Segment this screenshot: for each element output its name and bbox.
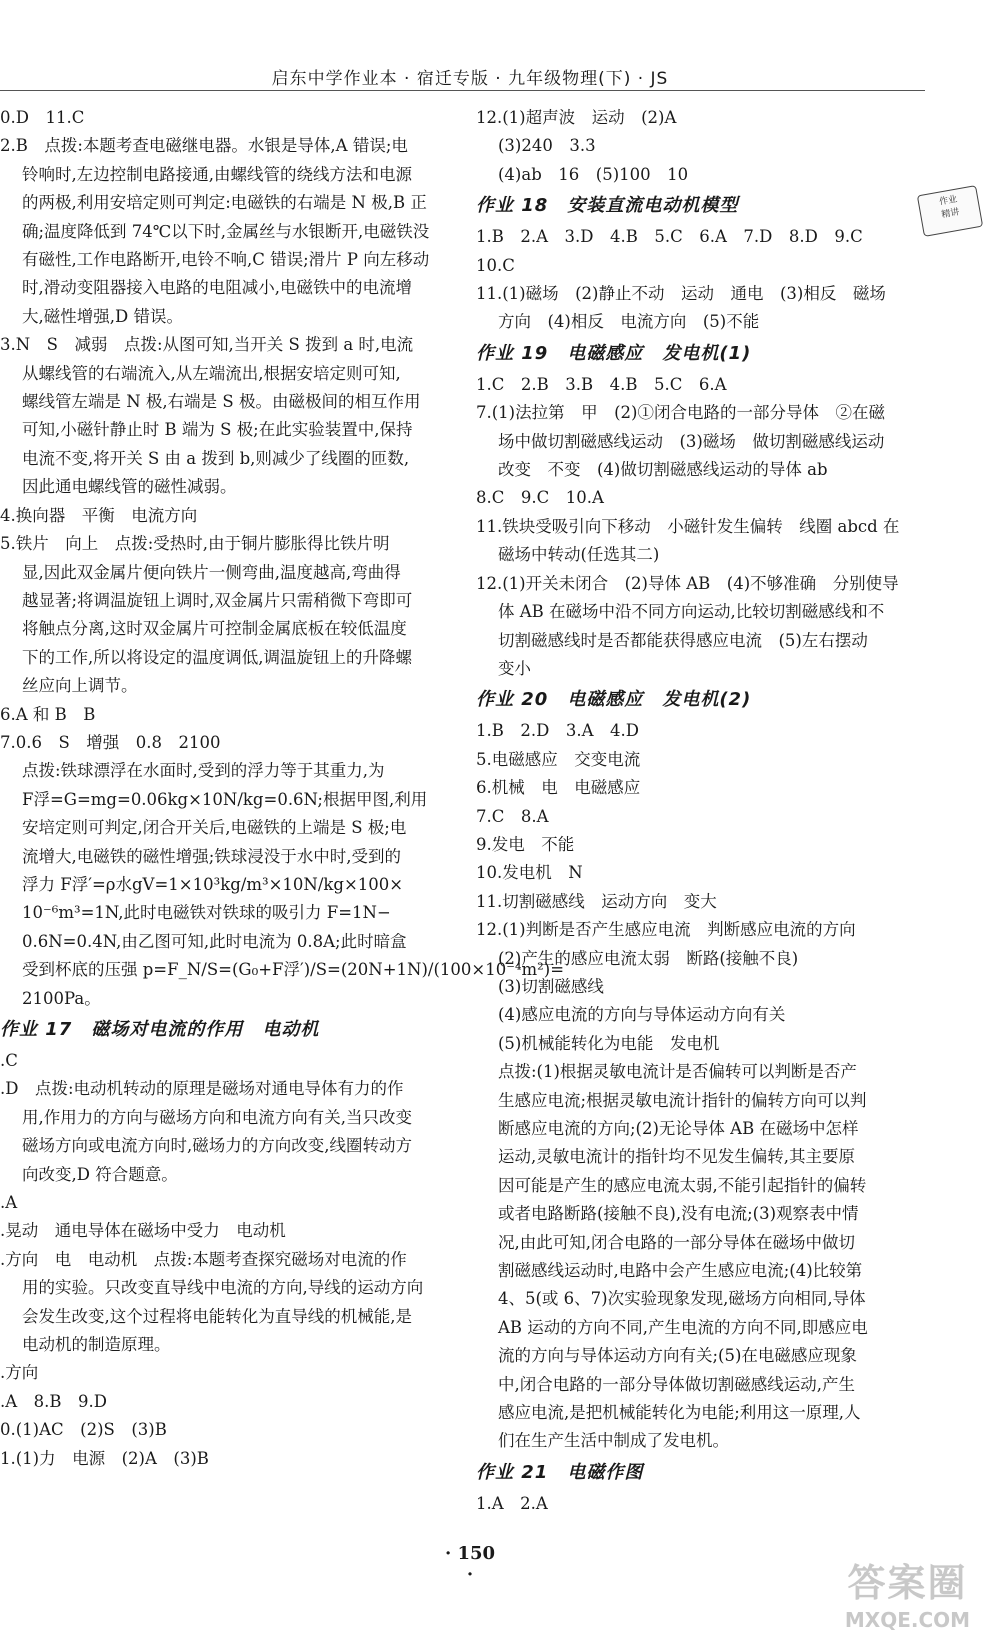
answer-line: 5.电磁感应 交变电流 [476, 749, 641, 769]
answer-line: (3)240 3.3 [498, 136, 596, 156]
section-heading: 作业 17 磁场对电流的作用 电动机 [0, 1019, 320, 1040]
running-header: 启东中学作业本 · 宿迁专版 · 九年级物理(下) · JS [271, 69, 669, 89]
answer-line: 显,因此双金属片便向铁片一侧弯曲,温度越高,弯曲得 [22, 562, 401, 582]
answer-line: 7.0.6 S 增强 0.8 2100 [0, 732, 221, 752]
answer-line: .A 8.B 9.D [0, 1391, 108, 1411]
answer-line: AB 运动的方向不同,产生电流的方向不同,即感应电 [498, 1317, 868, 1337]
answer-line: 0.D 11.C [0, 108, 85, 127]
answer-line: 10.C [476, 255, 515, 275]
answer-line: 受到杯底的压强 p=F_N/S=(G₀+F浮′)/S=(20N+1N)/(100×10⁻⁴m²)= [22, 960, 565, 980]
answer-line: .方向 电 电动机 点拨:本题考查探究磁场对电流的作 [0, 1249, 407, 1269]
answer-line: 2100Pa。 [22, 988, 101, 1008]
study-stamp-icon: 作业 精讲 [917, 185, 983, 237]
section-heading: 作业 19 电磁感应 发电机(1) [476, 342, 752, 364]
answer-line: 4、5(或 6、7)次实验现象发现,磁场方向相同,导体 [498, 1289, 866, 1309]
answer-line: 下的工作,所以将设定的温度调低,调温旋钮上的升降螺 [22, 647, 412, 667]
answer-line: .晃动 通电导体在磁场中受力 电动机 [0, 1221, 286, 1241]
answer-line: .C [0, 1051, 18, 1070]
watermark-logo-text: 答案圈 [847, 1561, 968, 1605]
header-divider [0, 90, 925, 91]
answer-line: 1.B 2.D 3.A 4.D [476, 721, 639, 741]
section-heading: 作业 20 电磁感应 发电机(2) [476, 689, 752, 711]
answer-line: 流的方向与导体运动方向有关;(5)在电磁感应现象 [498, 1346, 857, 1366]
answer-line: 变小 [498, 658, 531, 678]
answer-line: 时,滑动变阻器接入电路的电阻减小,电磁铁中的电流增 [22, 278, 412, 298]
answer-line: 况,由此可知,闭合电路的一部分导体在磁场中做切 [498, 1232, 855, 1252]
answer-line: 或者电路断路(接触不良),没有电流;(3)观察表中情 [498, 1204, 859, 1224]
answer-line: 因可能是产生的感应电流太弱,不能引起指针的偏转 [498, 1175, 867, 1195]
answer-line: 0.(1)AC (2)S (3)B [0, 1420, 167, 1440]
answer-line: 4.换向器 平衡 电流方向 [0, 505, 198, 525]
answer-line: 铃响时,左边控制电路接通,由螺线管的绕线方法和电源 [22, 164, 412, 184]
answer-line: 断感应电流的方向;(2)无论导体 AB 在磁场中怎样 [498, 1119, 859, 1138]
answer-line: 流增大,电磁铁的磁性增强;铁球浸没于水中时,受到的 [22, 846, 402, 866]
answer-line: 11.(1)磁场 (2)静止不动 运动 通电 (3)相反 磁场 [476, 284, 886, 304]
site-watermark [820, 1560, 995, 1646]
answer-line: 运动,灵敏电流计的指针均不见发生偏转,其主要原 [498, 1147, 855, 1167]
answer-line: 1.A 2.A [476, 1493, 548, 1513]
answer-line: 有磁性,工作电路断开,电铃不响,C 错误;滑片 P 向左移动 [22, 250, 430, 270]
answer-line: 电流不变,将开关 S 由 a 拨到 b,则减少了线圈的匝数, [22, 448, 410, 468]
answer-line: 的两极,利用安培定则可判定:电磁铁的右端是 N 极,B 正 [22, 193, 427, 213]
answer-line: 体 AB 在磁场中沿不同方向运动,比较切割磁感线和不 [498, 602, 885, 622]
answer-line: 3.N S 减弱 点拨:从图可知,当开关 S 拨到 a 时,电流 [0, 335, 414, 355]
answer-line: 中,闭合电路的一部分导体做切割磁感线运动,产生 [498, 1374, 855, 1394]
answer-line: 用,作用力的方向与磁场方向和电流方向有关,当只改变 [22, 1107, 412, 1127]
answer-line: (5)机械能转化为电能 发电机 [498, 1033, 720, 1053]
answer-line: 将触点分离,这时双金属片可控制金属底板在较低温度 [22, 619, 407, 639]
answer-line: (4)感应电流的方向与导体运动方向有关 [498, 1005, 786, 1025]
answer-line: (3)切割磁感线 [498, 976, 604, 996]
answer-line: 生感应电流;根据灵敏电流计指针的偏转方向可以判 [498, 1090, 867, 1110]
answer-line: 12.(1)判断是否产生感应电流 判断感应电流的方向 [476, 920, 856, 940]
answer-line: 大,磁性增强,D 错误。 [22, 306, 183, 326]
answer-line: 12.(1)超声波 运动 (2)A [476, 108, 677, 127]
answer-line: 因此通电螺线管的磁性减弱。 [22, 477, 237, 497]
answer-line: 方向 (4)相反 电流方向 (5)不能 [498, 312, 760, 332]
answer-line: 安培定则可判定,闭合开关后,电磁铁的上端是 S 极;电 [22, 818, 407, 838]
answer-line: 们在生产生活中制成了发电机。 [498, 1431, 729, 1451]
answer-line: 感应电流,是把机械能转化为电能;利用这一原理,人 [498, 1403, 861, 1423]
answer-line: 改变 不变 (4)做切割磁感线运动的导体 ab [498, 460, 828, 480]
answer-line: 10.发电机 N [476, 863, 583, 883]
answer-line: 确;温度降低到 74℃以下时,金属丝与水银断开,电磁铁没 [22, 221, 430, 241]
answer-line: F浮=G=mg=0.06kg×10N/kg=0.6N;根据甲图,利用 [22, 789, 428, 809]
answer-line: 磁场方向或电流方向时,磁场力的方向改变,线圈转动方 [22, 1136, 412, 1156]
answer-line: 6.A 和 B B [0, 704, 96, 724]
watermark-url: MXQE.COM [844, 1608, 971, 1632]
answer-line: 点拨:(1)根据灵敏电流计是否偏转可以判断是否产 [498, 1062, 857, 1082]
answer-line: 浮力 F浮′=ρ水gV=1×10³kg/m³×10N/kg×100× [22, 874, 404, 894]
answer-line: 会发生改变,这个过程将电能转化为直导线的机械能,是 [22, 1306, 412, 1326]
answer-line: .A [0, 1193, 18, 1213]
section-heading: 作业 21 电磁作图 [476, 1461, 644, 1483]
answer-line: 11.切割磁感线 运动方向 变大 [476, 891, 717, 911]
right-column [476, 104, 934, 1518]
answer-line: .D 点拨:电动机转动的原理是磁场对通电导体有力的作 [0, 1079, 404, 1099]
answer-line: 1.C 2.B 3.B 4.B 5.C 6.A [476, 374, 727, 394]
answer-line: 点拨:铁球漂浮在水面时,受到的浮力等于其重力,为 [22, 761, 385, 781]
answer-line: (2)产生的感应电流太弱 断路(接触不良) [498, 948, 799, 968]
answer-line: 越显著;将调温旋钮上调时,双金属片只需稍微下弯即可 [22, 590, 413, 610]
answer-line: 电动机的制造原理。 [22, 1335, 171, 1355]
answer-line: .方向 [0, 1363, 39, 1383]
answer-line: 7.(1)法拉第 甲 (2)①闭合电路的一部分导体 ②在磁 [476, 403, 885, 423]
answer-line: 11.铁块受吸引向下移动 小磁针发生偏转 线圈 abcd 在 [476, 516, 900, 536]
answer-line: 向改变,D 符合题意。 [22, 1164, 178, 1184]
answer-line: 丝应向上调节。 [22, 676, 138, 696]
answer-line: 6.机械 电 电磁感应 [476, 778, 641, 798]
answer-line: 磁场中转动(任选其二) [498, 545, 660, 565]
section-heading: 作业 18 安装直流电动机模型 [476, 195, 739, 217]
answer-line: 1.(1)力 电源 (2)A (3)B [0, 1448, 209, 1468]
answer-line: 可知,小磁针静止时 B 端为 S 极;在此实验装置中,保持 [22, 420, 413, 440]
answer-line: 从螺线管的右端流入,从左端流出,根据安培定则可知, [22, 363, 401, 383]
answer-line: 7.C 8.A [476, 806, 549, 826]
answer-line: 割磁感线运动时,电路中会产生感应电流;(4)比较第 [498, 1261, 863, 1281]
answer-line: 9.发电 不能 [476, 834, 575, 854]
answer-line: 8.C 9.C 10.A [476, 488, 604, 508]
answer-line: 用的实验。只改变直导线中电流的方向,导线的运动方向 [22, 1278, 424, 1298]
answer-line: (4)ab 16 (5)100 10 [498, 164, 689, 184]
answer-line: 5.铁片 向上 点拨:受热时,由于铜片膨胀得比铁片明 [0, 534, 390, 554]
answer-line: 切割磁感线时是否都能获得感应电流 (5)左右摆动 [498, 630, 868, 650]
answer-line: 场中做切割磁感线运动 (3)磁场 做切割磁感线运动 [498, 431, 885, 451]
answer-line: 螺线管左端是 N 极,右端是 S 极。由磁极间的相互作用 [22, 392, 421, 412]
answer-line: 2.B 点拨:本题考查电磁继电器。水银是导体,A 错误;电 [0, 136, 408, 156]
page-number: · 150 · [444, 1543, 496, 1585]
answer-line: 12.(1)开关未闭合 (2)导体 AB (4)不够准确 分别使导 [476, 573, 899, 593]
answer-line: 0.6N=0.4N,由乙图可知,此时电流为 0.8A;此时暗盒 [22, 931, 407, 951]
answer-line: 10⁻⁶m³=1N,此时电磁铁对铁球的吸引力 F=1N− [22, 903, 391, 923]
answer-line: 1.B 2.A 3.D 4.B 5.C 6.A 7.D 8.D 9.C [476, 227, 863, 247]
